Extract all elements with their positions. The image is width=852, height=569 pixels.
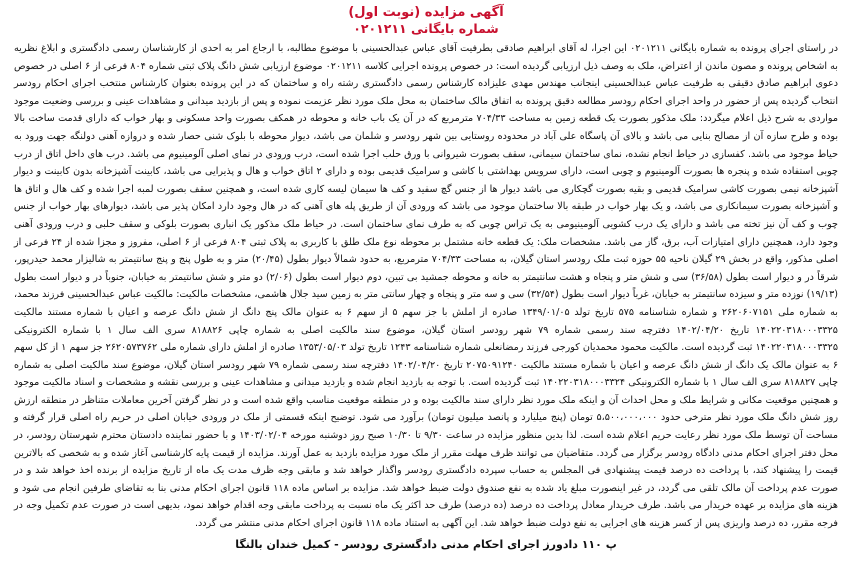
notice-signature: پ ۱۱۰ دادورز اجرای احکام مدنی دادگستری رودسر - کمیل خندان بالنگا bbox=[235, 537, 617, 551]
notice-body: در راستای اجرای پرونده به شماره بایگانی ۰۲۰۱۲۱۱ این اجرا، له آقای ابراهیم صادقی بطرفیت آقای عباس عبدالحسینی با موضوع مطالبه، با ارجاع امر به احدی از کارشناسان رسمی دادگستری و ابلاغ نظریه به اشخاص پرونده و مصون ماندن از اعتراض، ملک به وصف ذیل ارزیابی گردیده است: در خصوص پرونده اجرایی کلاسه ۰۲۰۱۲۱۱ موضوع ارزیابی شش دانگ پلاک ثبتی شماره ۸۰۴ فرعی از ۶ اصلی در خصوص دعوی ابراهیم صادق دقیقی به طرفیت عباس عبدالحسینی اینجانب مهندس مهدی علیزاده کارشناس رسمی دادگستری رشته راه و ساختمان که در این پرونده بعنوان کارشناس منتخب اجرای احکام رودسر انتخاب گردیده پس از حضور در واحد اجرای احکام رودسر مطالعه دقیق پرونده به اتفاق مالک ساختمان به محل ملک مورد نظر عزیمت نموده و پس از بازدید میدانی و مشاهدات عینی و بررسی وضعیت موجود مواردی به شرح ذیل اعلام میگردد: ملک مذکور بصورت یک قطعه زمین به مساحت ۷۰۴/۳۳ مترمربع که در آن یک باب خانه و محوطه در همکف بصورت واحد مسکونی و بهار خواب که دارای قدمت ساخت بالا بوده و طرح سازه آن از مصالح بنایی می باشد و بالای آن پاسگاه علی آباد در محدوده روستایی بین شهر رودسر و شلمان می باشد، دیوار محوطه با بلوک شنی حصار شده و دروازه آهنی دولنگه جهت ورود به حیاط موجود می باشد. کفسازی در حیاط انجام نشده، نمای ساختمان سیمانی، سقف بصورت شیروانی با ورق حلب اجرا شده است، درب ورودی در نمای اصلی آلومینیوم می باشد. درب های داخل اتاق از درب چوبی استفاده شده و پنجره ها بصورت آلومینیوم و چوبی است، دارای سرویس بهداشتی با کاشی و سرامیک قدیمی بوده و دارای ۲ اتاق خواب و هال و پذیرایی می باشد، کابینت آشپزخانه بدون کابینت و دیوار آشپزخانه نیمی بصورت کاشی سرامیک قدیمی و بقیه بصورت گچکاری می باشد دیوار ها از جنس گچ سفید و کف ها سیمان لیسه کاری شده است، و همچنین سقف بصورت لمبه اجرا شده و کف هال و اتاق ها و آشپزخانه بصورت سیمانکاری می باشد، و یک بهار خواب در طبقه بالا ساختمان موجود می باشد که ورودی آن از طریق پله های آهنی که در هال وجود دارد امکان پذیر می باشد، دیوارهای بهار خواب از جنس چوب و کف آن نیز تخته می باشد و دارای یک درب کشویی آلومینیومی به یک تراس چوبی که به طرف نمای ساختمان است. در حیاط ملک مذکور یک انباری بصورت بلوکی و سقف حلبی و درب ورودی آهنی وجود دارد، همچنین دارای امتیازات آب، برق، گاز می باشد. مشخصات ملک: یک قطعه خانه مشتمل بر محوطه نوع ملک طلق با کاربری به پلاک ثبتی ۸۰۴ فرعی از ۶ اصلی، مفروز و مجزا شده از ۲۴ فرعی از اصلی مذکور، واقع در بخش ۲۹ گیلان ناحیه ۵۵ حوزه ثبت ملک رودسر استان گیلان، به مساحت ۷۰۴/۳۳ مترمربع، به حدود شمالاً دیوار بطول (۲۰/۴۵) متر و به طول پنج و پنج سانتیمتر به شالیزار محمد حیدرپور، شرقاً در و دیوار است بطول (۳۶/۵۸) سی و شش متر و پنجاه و هشت سانتیمتر به خانه و محوطه جمشید بی تبین، دوم دیوار است بطول (۲/۰۶) دو متر و شش سانتیمتر به خیابان، جنوباً در و دیوار است بطول (۱۹/۱۳) نوزده متر و سیزده سانتیمتر به خیابان، غرباً دیوار است بطول (۳۲/۵۴) سی و سه متر و پنجاه و چهار سانتی متر به زمین سید جلال هاشمی، مشخصات مالکیت: مالکیت عباس عبدالحسینی فرزند محمد، به شماره ملی ۲۶۲۰۶۰۷۱۵۱ و شماره شناسنامه ۵۷۵ تاریخ تولد ۱۳۴۹/۰۱/۰۵ صادره از املش با جز سهم ۵ از سهم ۶ به عنوان مالک پنج دانگ از شش دانگ عرصه و اعیان با شماره مستند مالکیت ۱۴۰۲۲۰۳۱۸۰۰۰۳۳۲۵ تاریخ ۱۴۰۲/۰۴/۲۰ دفترچه سند رسمی شماره ۷۹ شهر رودسر استان گیلان، موضوع سند مالکیت اصلی به شماره چاپی ۸۱۸۸۲۶ سری الف سال ۱ با شماره الکترونیکی ۱۴۰۲۲۰۳۱۸۰۰۰۳۳۲۵ ثبت گردیده است. مالکیت محمود محمدیان کورجی فرزند رمضانعلی شماره شناسنامه ۱۲۴۳ تاریخ تولد ۱۳۵۳/۰۵/۰۳ صادره از املش دارای شماره ملی ۲۶۲۰۵۷۳۷۶۲ جز سهم ۱ از کل سهم ۶ به عنوان مالک یک دانگ از شش دانگ عرصه و اعیان با شماره مستند مالکیت ۲۰۷۵۰۹۱۲۴۰ تاریخ ۱۴۰۲/۰۴/۲۰ دفترچه سند رسمی شماره ۷۹ شهر رودسر استان گیلان، موضوع سند مالکیت اصلی به شماره چاپی ۸۱۸۸۲۷ سری الف سال ۱ با شماره الکترونیکی ۱۴۰۲۲۰۳۱۸۰۰۰۳۳۲۴ ثبت گردیده است. با توجه به بازدید انجام شده و بازدید میدانی و مشاهدات عینی و بررسی نقشه و مشخصات و اسناد مالکیت موجود و همچنین موقعیت مکانی و شرایط ملک و محل احداث آن و اینکه ملک مورد نظر دارای سند مالکیت بوده و در منطقه موقعیت مناسب واقع شده است و در نظر گرفتن آخرین معاملات متناظر در منطقه ارزش روز شش دانگ ملک مورد نظر مترخی حدود ۵،۵۰۰،۰۰۰،۰۰۰ تومان (پنج میلیارد و پانصد میلیون تومان) برآورد می شود. توضیح اینکه قسمتی از ملک در ورودی خیابان اصلی در حریم راه اصلی قرار گرفته و مساحت آن توسط ملک مورد نظر رعایت حریم اعلام شده است. لذا بدین منظور مزایده در ساعت ۹/۳۰ تا ۱۰/۳۰ صبح روز دوشنبه مورخه ۱۴۰۳/۰۲/۰۴ و با حضور نماینده دادستان محترم شهرستان رودسر، در محل دفتر اجرای احکام مدنی دادگاه رودسر برگزار می گردد. متقاضیان می توانند ظرف مهلت مقرر از ملک مورد مزایده بازدید به عمل آورند. مزایده از قیمت پایه کارشناسی آغاز شده و به شخصی که بالاترین قیمت را پیشنهاد کند، با پرداخت ده درصد قیمت پیشنهادی فی المجلس به حساب سپرده دادگستری رودسر واگذار خواهد شد و مابقی وجه ظرف مدت یک ماه از تاریخ مزایده از برنده اخذ خواهد شد و در صورت عدم پرداخت آن مالک تلقی می گردد، در غیر اینصورت مبلغ یاد شده به نفع صندوق دولت ضبط خواهد شد. مزایده بر اساس ماده ۱۱۸ قانون اجرای احکام مدنی بنا به تقاضای طرفین انجام می شود و هزینه های مزایده بر عهده خریدار می باشد. طرف خریدار معادل پرداخت ده درصد (ده درصد) طرف حد اکثر یک ماه نسبت به پرداخت مابقی وجه اقدام خواهد نمود، بدیهی است در صورت عدم تکمیل وجه در فرجه مقرر، ده درصد واریزی پس از کسر هزینه های اجرایی به نفع دولت ضبط خواهد شد. این آگهی به استناد ماده ۱۱۸ قانون اجرای احکام مدنی منتشر می گردد. bbox=[14, 43, 839, 530]
notice-title: آگهی مزایده (نوبت اول) bbox=[348, 5, 504, 20]
case-number: شماره بایگانی ۰۲۰۱۲۱۱ bbox=[353, 21, 499, 36]
